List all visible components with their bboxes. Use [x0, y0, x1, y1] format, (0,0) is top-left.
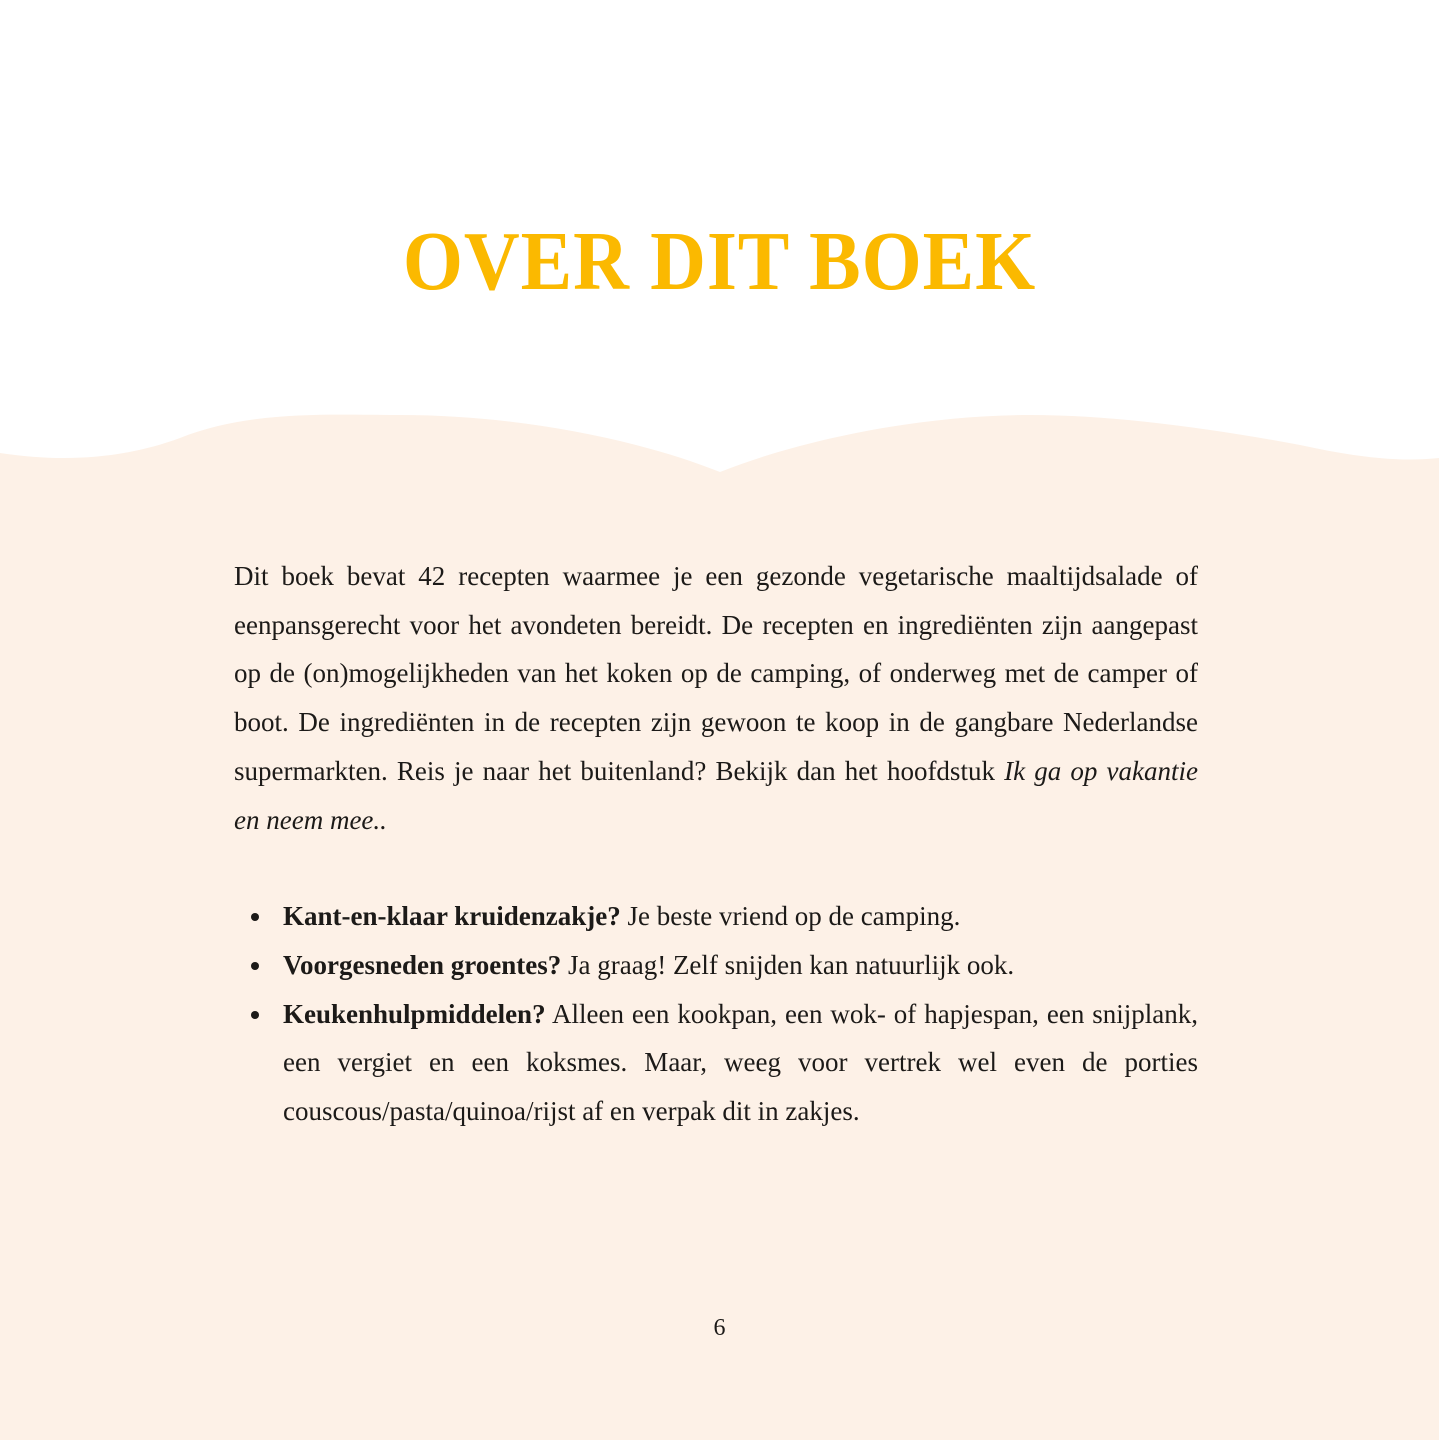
list-item	[234, 941, 1198, 990]
list-item-text: Alleen een kookpan, een wok- of hapjespan, een snijplank, een vergiet en een koksmes. Maar, weeg voor vertrek wel even de porties couscous/pasta/quinoa/rijst af en verpak dit in zakjes.	[283, 998, 1199, 1127]
page-number: 6	[713, 1315, 726, 1341]
intro-paragraph	[234, 552, 1198, 844]
intro-text: Dit boek bevat 42 recepten waarmee je een gezonde vegetarische maaltijdsalade of eenpansgerecht voor het avondeten bereidt. De recepten en ingrediënten zijn aangepast op de (on)mogelijkheden van het koken op de camping, of onderweg met de camper of boot. De ingrediënten in de recepten zijn gewoon te koop in de gangbare Nederlandse supermarkten. Reis je naar het buitenland? Bekijk dan het hoofdstuk	[234, 561, 1198, 786]
page-title: OVER DIT BOEK	[402, 215, 1037, 308]
list-item	[234, 990, 1198, 1136]
list-item-heading: Kant-en-klaar kruidenzakje?	[283, 901, 621, 932]
bullet-icon	[251, 913, 259, 921]
wave-divider	[0, 400, 1439, 500]
list-item-heading: Voorgesneden groentes?	[283, 949, 562, 980]
tips-list	[234, 892, 1198, 1136]
bullet-icon	[251, 962, 259, 970]
list-item-text: Je beste vriend op de camping.	[627, 901, 961, 932]
list-item-heading: Keukenhulpmiddelen?	[283, 998, 546, 1029]
list-item	[234, 892, 1198, 941]
bullet-icon	[251, 1011, 259, 1019]
body-content	[234, 552, 1198, 1136]
chapter-reference: Ik ga op vakantie en neem mee..	[234, 755, 1199, 835]
list-item-text: Ja graag! Zelf snijden kan natuurlijk ook.	[568, 949, 1015, 980]
